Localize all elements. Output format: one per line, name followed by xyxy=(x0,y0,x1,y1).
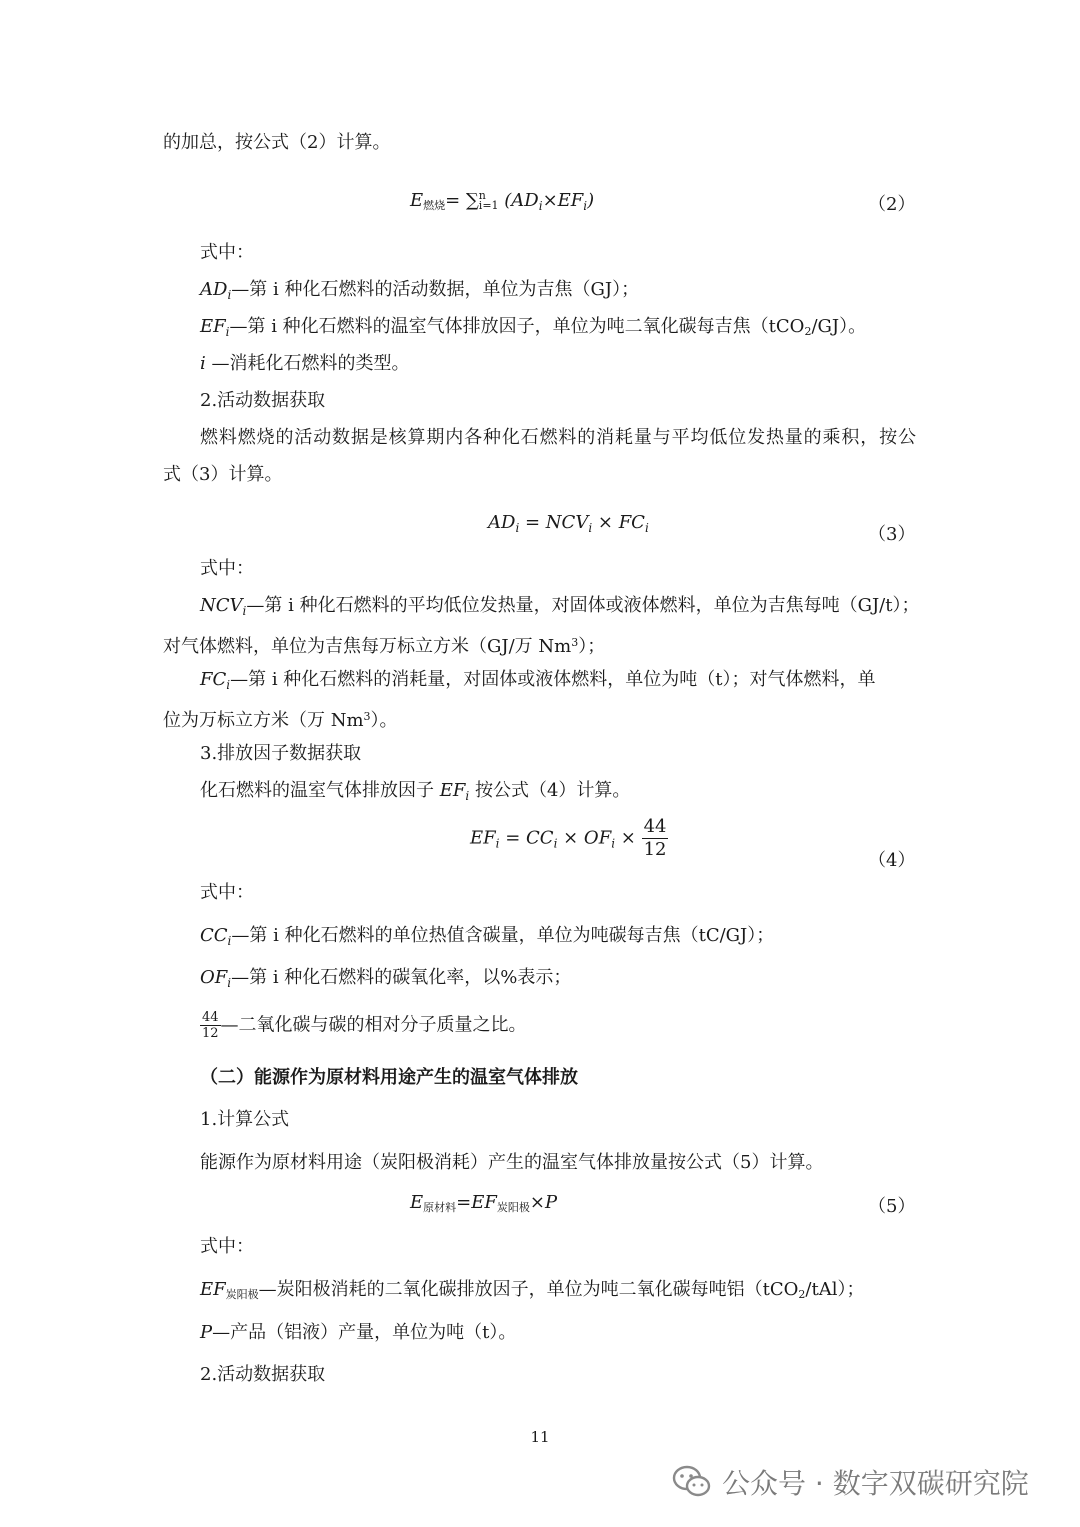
definition-ncv-cont: 对气体燃料，单位为吉焦每万标立方米（GJ/万 Nm$^3$）； xyxy=(163,636,606,657)
watermark-text: 公众号 · 数字双碳研究院 xyxy=(722,1467,1029,1500)
equation-number: （3） xyxy=(868,524,916,545)
text-line: 的加总，按公式（2）计算。 xyxy=(163,132,391,153)
definition-fc: $FC_i—$第 i 种化石燃料的消耗量，对固体或液体燃料，单位为吨（t）；对气体燃料，单 xyxy=(200,669,876,692)
subheading: 2.活动数据获取 xyxy=(200,390,326,411)
equation-3: $AD_i = NCV_i \times FC_i$ xyxy=(488,512,649,535)
wechat-icon xyxy=(672,1465,712,1499)
definition-cc: $CC_i—$第 i 种化石燃料的单位热值含碳量，单位为吨碳每吉焦（tC/GJ）； xyxy=(200,925,775,948)
definition-efa: $EF_{炭阳极}—$炭阳极消耗的二氧化碳排放因子，单位为吨二氧化碳每吨铝（tCO$_2$/tAl）； xyxy=(200,1279,865,1301)
subheading: 3.排放因子数据获取 xyxy=(200,743,362,764)
text-line: 式中： xyxy=(200,882,254,903)
watermark xyxy=(672,1462,1029,1502)
equation-2: $E_{燃烧}=$ ∑ n i=1 $(AD_i\times EF_i)$ xyxy=(410,189,595,213)
equation-number: （2） xyxy=(868,194,916,215)
subheading: 2.活动数据获取 xyxy=(200,1364,326,1385)
subheading: 1.计算公式 xyxy=(200,1109,290,1130)
text-line: 式中： xyxy=(200,1236,254,1257)
equation-5: $E_{原材料}=EF_{炭阳极}\times P$ xyxy=(410,1192,558,1214)
definition-p: P—产品（铝液）产量，单位为吨（t）。 xyxy=(200,1322,517,1343)
text-line: 式中： xyxy=(200,558,254,579)
section-heading: （二）能源作为原材料用途产生的温室气体排放 xyxy=(200,1067,578,1088)
equation-number: （4） xyxy=(868,850,916,871)
page-number: 11 xyxy=(530,1428,550,1446)
paragraph-line: 化石燃料的温室气体排放因子 $EF_i$ 按公式（4）计算。 xyxy=(200,780,631,803)
definition-efi: $EF_i—$第 i 种化石燃料的温室气体排放因子，单位为吨二氧化碳每吉焦（tCO$_2$/GJ）。 xyxy=(200,316,867,339)
definition-ratio: $\frac{44}{12}$ —二氧化碳与碳的相对分子质量之比。 xyxy=(202,1010,527,1041)
equation-4: $EF_i = CC_i \times OF_i$ × $\frac{44}{12}$ xyxy=(470,816,667,860)
paragraph-line: 燃料燃烧的活动数据是核算期内各种化石燃料的消耗量与平均低位发热量的乘积，按公 xyxy=(200,427,916,448)
paragraph-line: 能源作为原材料用途（炭阳极消耗）产生的温室气体排放量按公式（5）计算。 xyxy=(200,1152,824,1173)
definition-i: i —消耗化石燃料的类型。 xyxy=(200,353,410,374)
equation-number: （5） xyxy=(868,1196,916,1217)
definition-ncv: $NCV_i—$第 i 种化石燃料的平均低位发热量，对固体或液体燃料，单位为吉焦每吨（GJ/t）； xyxy=(200,595,920,618)
paragraph-line: 式（3）计算。 xyxy=(163,464,283,485)
definition-fc-cont: 位为万标立方米（万 Nm$^3$）。 xyxy=(163,710,398,731)
definition-adi: $AD_i—$第 i 种化石燃料的活动数据，单位为吉焦（GJ）； xyxy=(200,279,640,302)
text-line: 式中： xyxy=(200,242,254,263)
definition-of: $OF_i—$第 i 种化石燃料的碳氧化率，以%表示； xyxy=(200,967,572,990)
